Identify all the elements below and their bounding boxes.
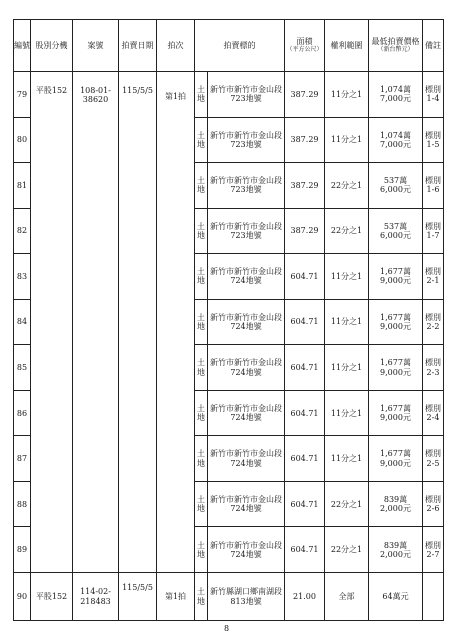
price-yuan: 2,000元 [380, 504, 411, 514]
cell-scope: 22分之1 [325, 208, 369, 254]
header-area [285, 20, 325, 72]
cell-remark: 標別2-3 [423, 345, 444, 391]
cell-price [369, 208, 423, 254]
cell-land-type: 土地 [195, 208, 208, 254]
price-wan: 839萬 [383, 540, 408, 550]
price-wan: 1,677萬 [380, 403, 411, 413]
header-row [14, 20, 444, 72]
price-wan: 1,677萬 [380, 312, 411, 322]
cell-remark: 標別2-6 [423, 481, 444, 527]
cell-price [369, 117, 423, 163]
cell-location: 新竹市新竹市金山段724地號 [208, 436, 285, 482]
cell-remark: 標別2-4 [423, 390, 444, 436]
table-row [14, 573, 444, 621]
cell-case-no: 114-02-218483 [73, 573, 119, 621]
cell-price [369, 345, 423, 391]
cell-price [369, 436, 423, 482]
cell-no: 86 [14, 390, 31, 436]
cell-land-type: 土地 [195, 345, 208, 391]
cell-remark: 標別1-6 [423, 163, 444, 209]
cell-location: 新竹市新竹市金山段724地號 [208, 345, 285, 391]
cell-area: 604.71 [285, 481, 325, 527]
price-yuan: 7,000元 [380, 94, 411, 104]
cell-scope: 22分之1 [325, 481, 369, 527]
cell-branch: 平股152 [31, 573, 73, 621]
cell-remark: 標別1-4 [423, 72, 444, 118]
header-area-label: 面積 [296, 37, 313, 47]
header-min-price [369, 20, 423, 72]
cell-land-type: 土地 [195, 573, 208, 621]
cell-no: 81 [14, 163, 31, 209]
cell-price [369, 481, 423, 527]
cell-scope: 11分之1 [325, 117, 369, 163]
cell-price [369, 527, 423, 573]
cell-location: 新竹市新竹市金山段723地號 [208, 72, 285, 118]
cell-location: 新竹市新竹市金山段723地號 [208, 208, 285, 254]
cell-scope: 11分之1 [325, 436, 369, 482]
cell-branch: 平股152 [31, 72, 73, 573]
cell-land-type: 土地 [195, 390, 208, 436]
cell-no: 90 [14, 573, 31, 621]
cell-scope: 11分之1 [325, 299, 369, 345]
cell-area: 604.71 [285, 527, 325, 573]
cell-remark: 標別2-2 [423, 299, 444, 345]
header-subject: 拍賣標的 [195, 20, 285, 72]
price-wan: 839萬 [383, 495, 408, 504]
cell-price [369, 299, 423, 345]
cell-scope: 22分之1 [325, 163, 369, 209]
header-area-unit: （平方公尺） [286, 45, 323, 53]
cell-remark: 標別1-7 [423, 208, 444, 254]
cell-location: 新竹市新竹市金山段724地號 [208, 390, 285, 436]
page-number: 8 [223, 624, 230, 633]
cell-remark: 標別2-5 [423, 436, 444, 482]
cell-land-type: 土地 [195, 117, 208, 163]
cell-no: 88 [14, 481, 31, 527]
price-wan: 1,677萬 [380, 267, 411, 277]
price-yuan: 9,000元 [380, 322, 411, 331]
header-min-price-label: 最低拍賣價格 [371, 37, 420, 47]
cell-round: 第1拍 [157, 573, 195, 621]
price-wan: 537萬 [383, 176, 408, 186]
cell-scope: 全部 [325, 573, 369, 621]
cell-area: 387.29 [285, 208, 325, 254]
cell-scope: 11分之1 [325, 254, 369, 300]
cell-price [369, 254, 423, 300]
cell-land-type: 土地 [195, 436, 208, 482]
price-wan: 1,677萬 [380, 449, 411, 459]
header-auction-date: 拍賣日期 [119, 20, 157, 72]
cell-round: 第1拍 [157, 72, 195, 573]
cell-scope: 11分之1 [325, 345, 369, 391]
cell-location: 新竹市新竹市金山段723地號 [208, 117, 285, 163]
cell-price [369, 390, 423, 436]
cell-location: 新竹市新竹市金山段724地號 [208, 527, 285, 573]
price-yuan: 2,000元 [380, 549, 411, 559]
cell-area: 387.29 [285, 72, 325, 118]
cell-location: 新竹市新竹市金山段724地號 [208, 254, 285, 300]
cell-area: 604.71 [285, 299, 325, 345]
cell-remark: 標別2-1 [423, 254, 444, 300]
header-case-no: 案號 [73, 20, 119, 72]
header-branch: 股別分機 [31, 20, 73, 72]
cell-no: 87 [14, 436, 31, 482]
cell-land-type: 土地 [195, 299, 208, 345]
header-right-scope: 權利範圍 [325, 20, 369, 72]
cell-area: 604.71 [285, 345, 325, 391]
cell-no: 79 [14, 72, 31, 118]
cell-area: 604.71 [285, 254, 325, 300]
cell-remark: 標別2-7 [423, 527, 444, 573]
cell-area: 387.29 [285, 117, 325, 163]
cell-no: 83 [14, 254, 31, 300]
cell-land-type: 土地 [195, 527, 208, 573]
cell-no: 89 [14, 527, 31, 573]
cell-land-type: 土地 [195, 163, 208, 209]
price-yuan: 7,000元 [380, 139, 411, 149]
cell-no: 82 [14, 208, 31, 254]
cell-area: 604.71 [285, 390, 325, 436]
cell-location: 新竹市新竹市金山段724地號 [208, 481, 285, 527]
cell-price [369, 573, 423, 621]
cell-land-type: 土地 [195, 481, 208, 527]
cell-area: 21.00 [285, 573, 325, 621]
header-no: 編號 [14, 20, 31, 72]
cell-auction-date: 115/5/5 [119, 573, 157, 621]
cell-remark: 標別1-5 [423, 117, 444, 163]
price-yuan: 9,000元 [380, 458, 411, 468]
price-wan: 1,074萬 [380, 130, 411, 140]
price-yuan: 9,000元 [380, 276, 411, 286]
price-wan: 1,074萬 [380, 85, 411, 95]
cell-area: 387.29 [285, 163, 325, 209]
price-wan: 1,677萬 [380, 358, 411, 368]
cell-no: 80 [14, 117, 31, 163]
cell-price [369, 72, 423, 118]
cell-land-type: 土地 [195, 72, 208, 118]
header-round: 拍次 [157, 20, 195, 72]
cell-scope: 11分之1 [325, 72, 369, 118]
price-yuan: 9,000元 [380, 367, 411, 377]
price-wan: 537萬 [383, 221, 408, 231]
auction-table [13, 19, 444, 621]
price-yuan: 9,000元 [380, 413, 411, 423]
cell-area: 604.71 [285, 436, 325, 482]
cell-location: 新竹市新竹市金山段724地號 [208, 299, 285, 345]
cell-no: 84 [14, 299, 31, 345]
price-yuan: 6,000元 [380, 230, 411, 240]
price-wan: 64萬元 [382, 591, 409, 601]
cell-no: 85 [14, 345, 31, 391]
table-row [14, 72, 444, 118]
cell-scope: 11分之1 [325, 390, 369, 436]
price-yuan: 6,000元 [380, 185, 411, 195]
cell-case-no: 108-01-38620 [73, 72, 119, 573]
cell-remark [423, 573, 444, 621]
cell-land-type: 土地 [195, 254, 208, 300]
cell-location: 新竹縣湖口鄉南湖段813地號 [208, 573, 285, 621]
header-remark: 備註 [423, 20, 444, 72]
cell-scope: 22分之1 [325, 527, 369, 573]
header-min-price-unit: （新台幣元） [377, 45, 414, 53]
cell-auction-date: 115/5/5 [119, 72, 157, 573]
cell-price [369, 163, 423, 209]
cell-location: 新竹市新竹市金山段723地號 [208, 163, 285, 209]
